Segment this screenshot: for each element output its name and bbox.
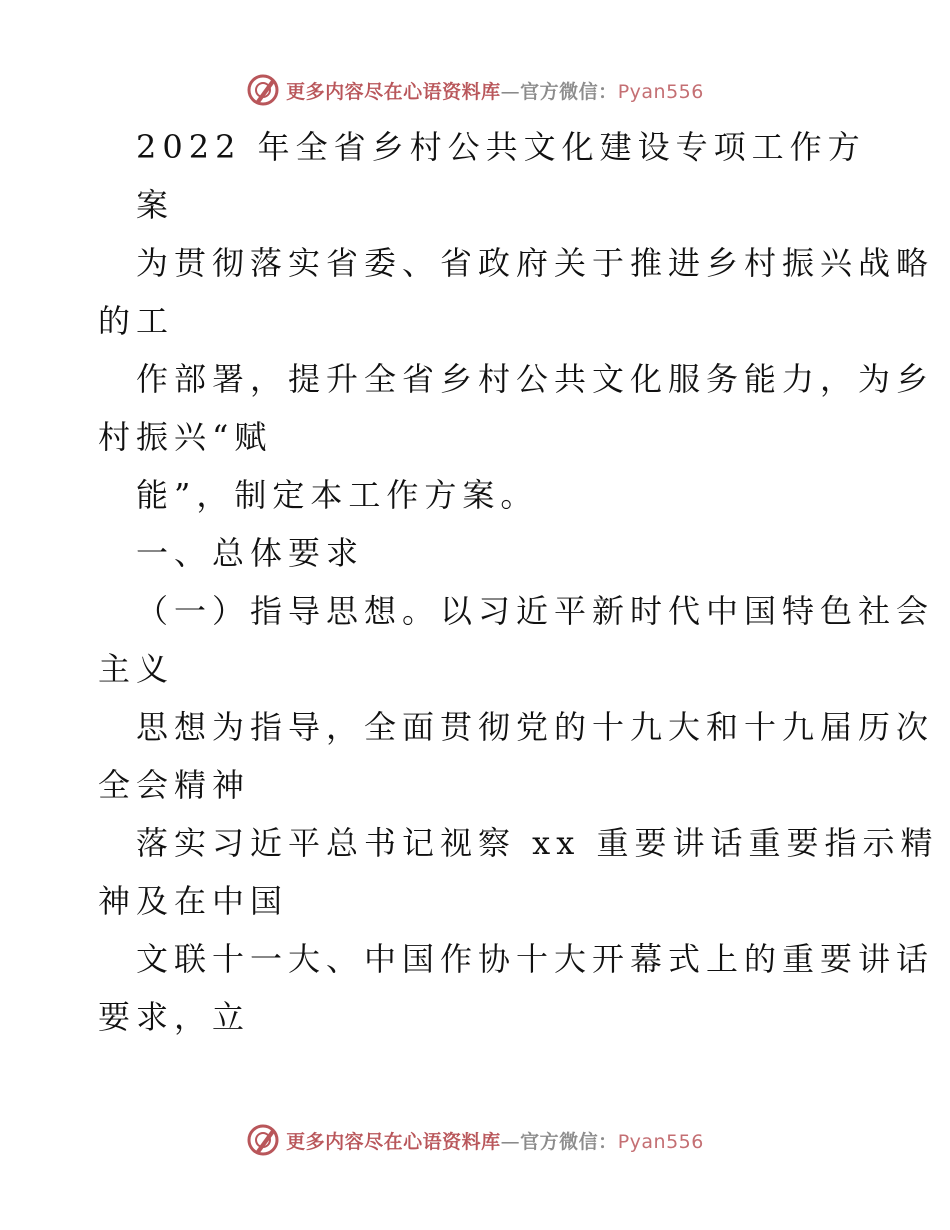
watermark-separator: — — [500, 80, 521, 103]
doc-paragraph-line: 思想为指导，全面贯彻党的十九大和十九届历次 — [136, 708, 935, 746]
doc-paragraph-line: 文联十一大、中国作协十大开幕式上的重要讲话 — [136, 940, 935, 978]
header-watermark — [0, 70, 950, 110]
doc-title-line-2: 案 — [136, 186, 175, 224]
doc-paragraph-line: 全会精神 — [98, 766, 251, 804]
doc-paragraph-line: 落实习近平总书记视察 xx 重要讲话重要指示精 — [136, 824, 939, 862]
doc-paragraph-line: 为贯彻落实省委、省政府关于推进乡村振兴战略 — [136, 244, 935, 282]
watermark-wechat-id: Pyan556 — [617, 1130, 704, 1153]
red-pen-circle-logo-icon — [246, 73, 280, 107]
doc-paragraph-line: 的工 — [98, 302, 175, 340]
watermark-text — [286, 77, 704, 104]
watermark-wechat-id: Pyan556 — [617, 80, 704, 103]
doc-paragraph-line: 要求，立 — [98, 998, 251, 1036]
watermark-brand: 更多内容尽在心语资料库 — [286, 80, 501, 103]
footer-watermark — [0, 1120, 950, 1160]
watermark-wechat-label: 官方微信： — [520, 80, 618, 103]
doc-paragraph-line: 作部署，提升全省乡村公共文化服务能力，为乡 — [136, 360, 935, 398]
doc-section-heading: 一、总体要求 — [136, 534, 365, 572]
watermark-text — [286, 1127, 704, 1154]
watermark-brand: 更多内容尽在心语资料库 — [286, 1130, 501, 1153]
watermark-wechat-label: 官方微信： — [520, 1130, 618, 1153]
red-pen-circle-logo-icon — [246, 1123, 280, 1157]
doc-paragraph-line: （一）指导思想。以习近平新时代中国特色社会 — [136, 592, 935, 630]
doc-paragraph-line: 神及在中国 — [98, 882, 289, 920]
watermark-separator: — — [500, 1130, 521, 1153]
doc-paragraph-line: 主义 — [98, 650, 175, 688]
doc-title-line-1: 2022 年全省乡村公共文化建设专项工作方 — [136, 128, 866, 166]
doc-paragraph-line: 村振兴“赋 — [98, 418, 273, 456]
doc-paragraph-line: 能”，制定本工作方案。 — [136, 476, 539, 514]
